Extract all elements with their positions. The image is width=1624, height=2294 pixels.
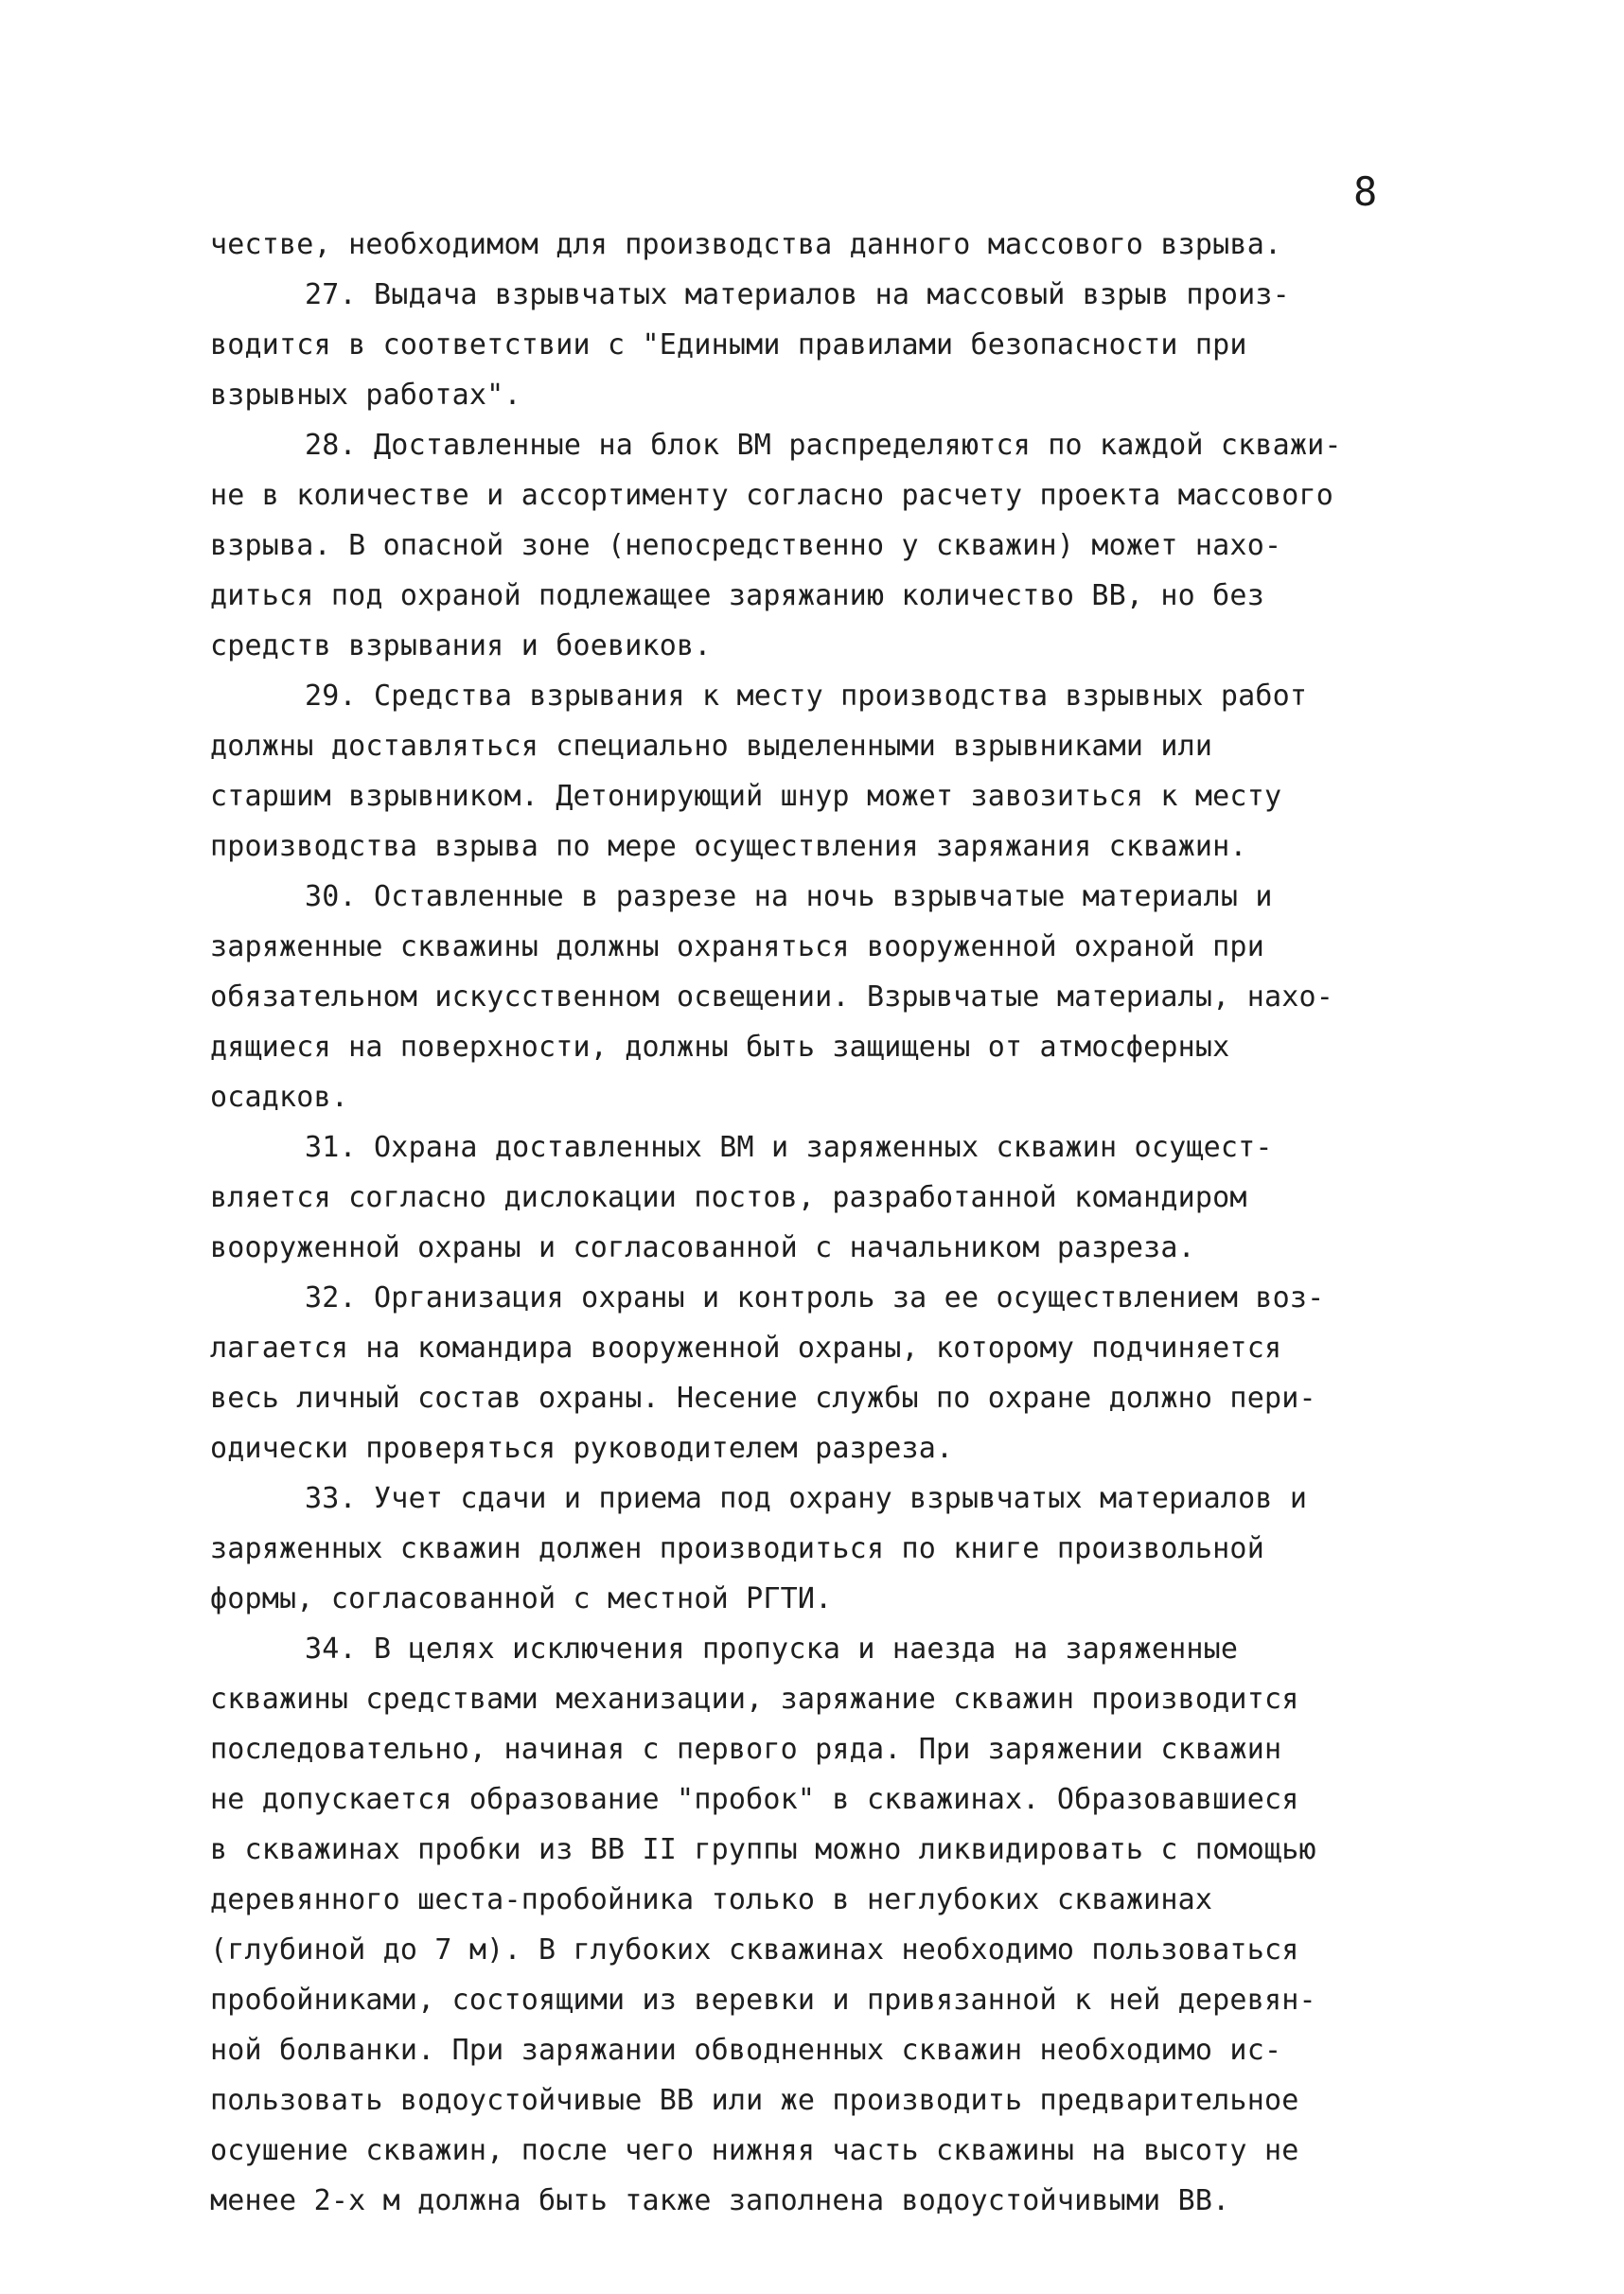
text-line: формы, согласованной с местной РГТИ.	[210, 1582, 833, 1615]
text-line: вооруженной охраны и согласованной с начальником разреза.	[210, 1231, 1195, 1264]
paragraph-28-line: 28. Доставленные на блок ВМ распределяются по каждой скважи-	[305, 429, 1342, 462]
paragraph-29-line: 29. Средства взрывания к месту производства взрывных работ	[305, 679, 1308, 713]
paragraph-34-line: 34. В целях исключения пропуска и наезда на заряженные	[305, 1632, 1239, 1666]
body-text	[210, 220, 1440, 2226]
text-line: пробойниками, состоящими из веревки и привязанной к ней деревян-	[210, 1984, 1316, 2017]
text-line: обязательном искусственном освещении. Взрывчатые материалы, нахо-	[210, 980, 1333, 1014]
text-line: (глубиной до 7 м). В глубоких скважинах необходимо пользоваться	[210, 1933, 1299, 1967]
text-line: водится в соответствии с "Едиными правилами безопасности при	[210, 328, 1247, 362]
text-line: осадков.	[210, 1081, 349, 1114]
text-line: менее 2-х м должна быть также заполнена водоустойчивыми ВВ.	[210, 2184, 1230, 2217]
text-line: вляется согласно дислокации постов, разработанной командиром	[210, 1181, 1247, 1214]
page-number: 8	[1353, 168, 1378, 215]
text-line: одически проверяться руководителем разреза.	[210, 1432, 954, 1465]
text-line: пользовать водоустойчивые ВВ или же производить предварительное	[210, 2084, 1299, 2117]
text-line: не допускается образование "пробок" в скважинах. Образовавшиеся	[210, 1783, 1299, 1816]
text-line: средств взрывания и боевиков.	[210, 629, 712, 662]
paragraph-30-line: 30. Оставленные в разрезе на ночь взрывчатые материалы и	[305, 880, 1273, 913]
text-line: заряженных скважин должен производиться по книге произвольной	[210, 1532, 1264, 1565]
paragraph-32-line: 32. Организация охраны и контроль за ее осуществлением воз-	[305, 1281, 1325, 1315]
text-line: дящиеся на поверхности, должны быть защищены от атмосферных	[210, 1031, 1230, 1064]
text-line: не в количестве и ассортименту согласно расчету проекта массового	[210, 479, 1333, 512]
text-line: старшим взрывником. Детонирующий шнур может завозиться к месту	[210, 780, 1282, 813]
paragraph-31-line: 31. Охрана доставленных ВМ и заряженных скважин осущест-	[305, 1131, 1273, 1164]
text-line: деревянного шеста-пробойника только в неглубоких скважинах	[210, 1883, 1213, 1916]
text-line: взрывных работах".	[210, 379, 521, 412]
text-line: честве, необходимом для производства данного массового взрыва.	[210, 228, 1282, 261]
text-line: лагается на командира вооруженной охраны, которому подчиняется	[210, 1332, 1282, 1365]
text-line: осушение скважин, после чего нижняя часть скважины на высоту не	[210, 2134, 1299, 2167]
text-line: должны доставляться специально выделенными взрывниками или	[210, 730, 1213, 763]
text-line: диться под охраной подлежащее заряжанию количество ВВ, но без	[210, 579, 1264, 612]
text-line: в скважинах пробки из ВВ II группы можно ликвидировать с помощью	[210, 1833, 1316, 1866]
text-line: взрыва. В опасной зоне (непосредственно у скважин) может нахо-	[210, 529, 1282, 562]
text-line: заряженные скважины должны охраняться вооруженной охраной при	[210, 930, 1264, 963]
text-line: производства взрыва по мере осуществления заряжания скважин.	[210, 830, 1247, 863]
paragraph-27-line: 27. Выдача взрывчатых материалов на массовый взрыв произ-	[305, 278, 1290, 311]
text-line: скважины средствами механизации, заряжание скважин производится	[210, 1683, 1299, 1716]
text-line: последовательно, начиная с первого ряда. При заряжении скважин	[210, 1733, 1282, 1766]
paragraph-33-line: 33. Учет сдачи и приема под охрану взрывчатых материалов и	[305, 1482, 1308, 1515]
text-line: ной болванки. При заряжании обводненных скважин необходимо ис-	[210, 2034, 1282, 2067]
text-line: весь личный состав охраны. Несение службы по охране должно пери-	[210, 1382, 1316, 1415]
